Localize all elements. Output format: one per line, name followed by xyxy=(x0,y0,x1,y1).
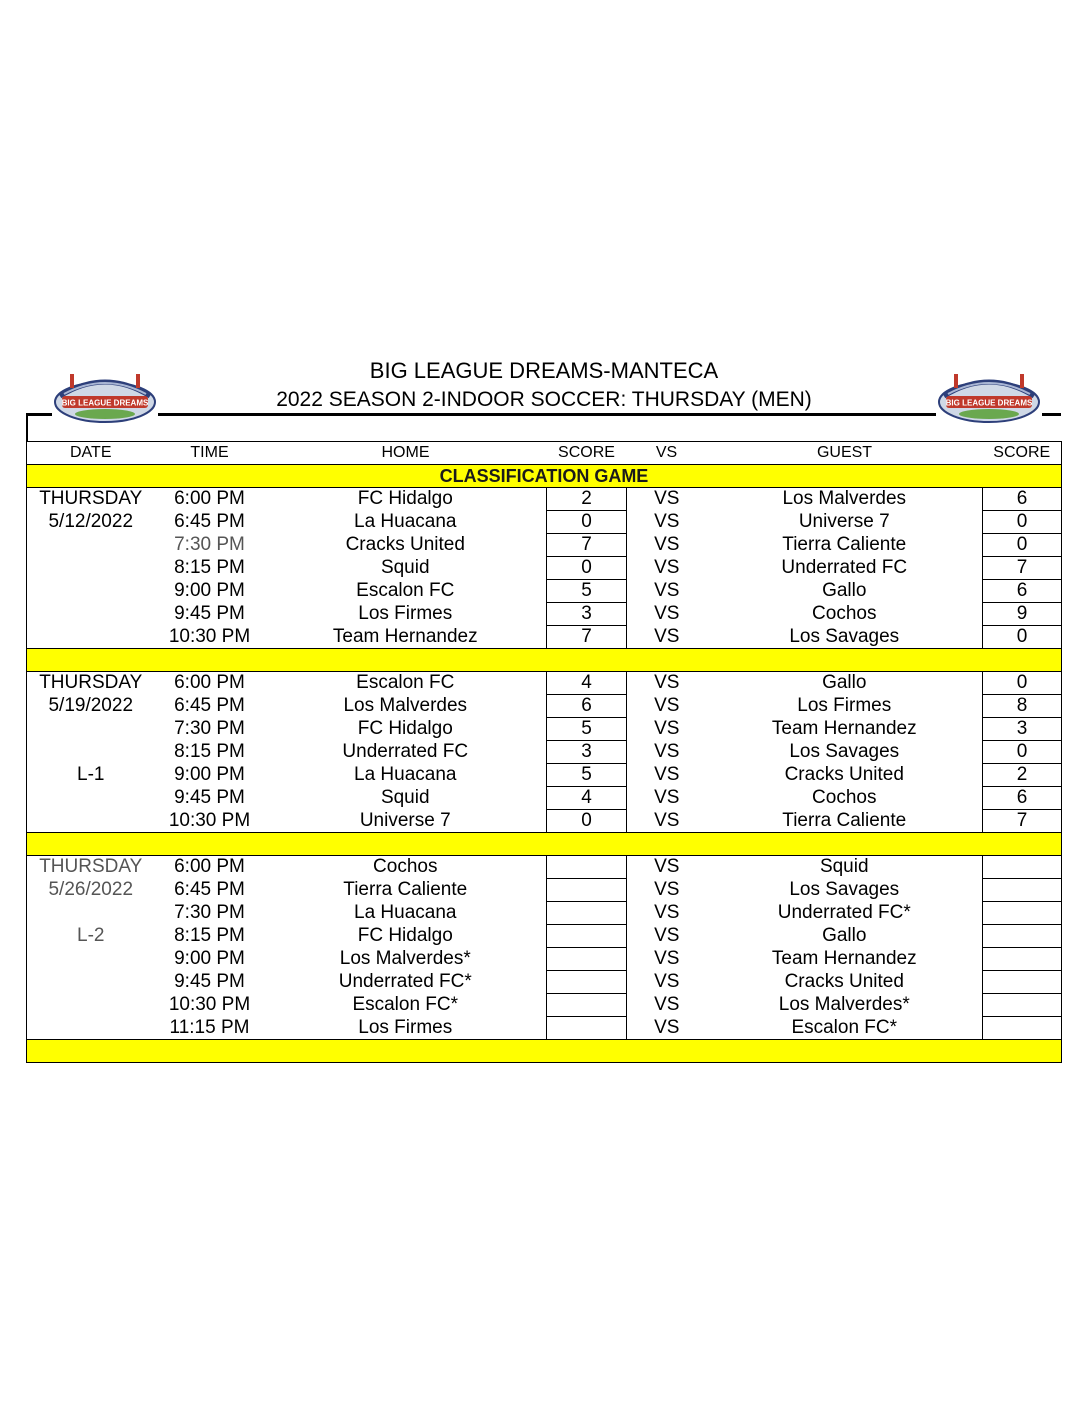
col-vs-header: VS xyxy=(627,442,707,465)
home-score-cell: 3 xyxy=(547,603,627,626)
vs-cell: VS xyxy=(654,603,680,624)
home-team-cell: FC Hidalgo xyxy=(357,925,453,946)
home-score-cell xyxy=(547,971,627,994)
col-date-header: DATE xyxy=(27,442,155,465)
page-title: BIG LEAGUE DREAMS-MANTECA xyxy=(369,358,719,383)
date-cell xyxy=(27,741,155,764)
guest-score-cell: 6 xyxy=(983,488,1062,511)
time-cell: 7:30 PM xyxy=(174,718,245,739)
table-row xyxy=(27,902,1062,925)
guest-score-cell: 7 xyxy=(983,557,1062,580)
divider-line xyxy=(26,413,52,416)
home-team-cell: Cracks United xyxy=(345,534,465,555)
date-cell: THURSDAY xyxy=(39,488,143,510)
table-row xyxy=(27,672,1062,695)
guest-team-cell: Gallo xyxy=(822,580,867,601)
table-row xyxy=(27,603,1062,626)
table-row xyxy=(27,879,1062,902)
home-team-cell: FC Hidalgo xyxy=(357,718,453,739)
vs-cell: VS xyxy=(654,741,680,762)
vs-cell: VS xyxy=(654,948,680,969)
table-row xyxy=(27,764,1062,787)
date-cell xyxy=(27,994,155,1017)
vs-cell: VS xyxy=(654,580,680,601)
guest-team-cell: Squid xyxy=(819,856,869,878)
home-team-cell: Los Malverdes* xyxy=(339,948,471,969)
vs-cell: VS xyxy=(654,534,680,555)
guest-score-cell xyxy=(983,902,1062,925)
guest-score-cell xyxy=(983,1017,1062,1040)
col-time-header: TIME xyxy=(155,442,265,465)
col-home-score-header: SCORE xyxy=(547,442,627,465)
divider-line xyxy=(26,415,28,441)
guest-score-cell xyxy=(983,948,1062,971)
home-score-cell: 6 xyxy=(547,695,627,718)
home-team-cell: FC Hidalgo xyxy=(357,488,453,510)
home-team-cell: Escalon FC xyxy=(356,672,455,694)
guest-score-cell: 6 xyxy=(983,580,1062,603)
home-score-cell: 7 xyxy=(547,534,627,557)
week-separator xyxy=(27,649,1062,672)
divider-line xyxy=(158,413,936,416)
time-cell: 6:45 PM xyxy=(174,695,245,716)
home-team-cell: Underrated FC* xyxy=(338,971,472,992)
schedule-body xyxy=(27,442,1062,1063)
table-row xyxy=(27,787,1062,810)
time-cell: 9:00 PM xyxy=(174,580,245,601)
guest-team-cell: Team Hernandez xyxy=(771,948,917,969)
home-score-cell: 5 xyxy=(547,764,627,787)
time-cell: 9:45 PM xyxy=(174,971,245,992)
date-cell: 5/19/2022 xyxy=(48,695,134,716)
svg-text:BIG LEAGUE DREAMS: BIG LEAGUE DREAMS xyxy=(61,398,149,408)
date-cell: L-1 xyxy=(77,764,105,785)
header-row xyxy=(27,442,1062,465)
table-row xyxy=(27,511,1062,534)
time-cell: 10:30 PM xyxy=(168,809,251,831)
guest-team-cell: Escalon FC* xyxy=(791,1016,898,1038)
home-score-cell xyxy=(547,879,627,902)
table-row xyxy=(27,971,1062,994)
date-cell xyxy=(27,718,155,741)
week-separator xyxy=(27,1040,1062,1063)
home-team-cell: Cochos xyxy=(373,856,438,878)
home-score-cell: 4 xyxy=(547,672,627,695)
table-row xyxy=(27,626,1062,649)
guest-score-cell: 0 xyxy=(983,741,1062,764)
table-row xyxy=(27,695,1062,718)
home-team-cell: Escalon FC xyxy=(356,580,455,601)
vs-cell: VS xyxy=(654,625,680,647)
guest-score-cell: 9 xyxy=(983,603,1062,626)
svg-text:BIG LEAGUE DREAMS: BIG LEAGUE DREAMS xyxy=(945,398,1033,408)
guest-score-cell xyxy=(983,856,1062,879)
home-team-cell: Los Firmes xyxy=(358,1016,453,1038)
guest-team-cell: Tierra Caliente xyxy=(782,534,907,555)
table-row xyxy=(27,856,1062,879)
home-team-cell: Squid xyxy=(380,787,430,808)
home-score-cell xyxy=(547,856,627,879)
guest-score-cell xyxy=(983,925,1062,948)
guest-score-cell: 8 xyxy=(983,695,1062,718)
page-subtitle: 2022 SEASON 2-INDOOR SOCCER: THURSDAY (MEN) xyxy=(276,388,812,411)
guest-score-cell xyxy=(983,994,1062,1017)
home-score-cell: 2 xyxy=(547,488,627,511)
col-guest-score-header: SCORE xyxy=(983,442,1062,465)
vs-cell: VS xyxy=(654,994,680,1015)
home-score-cell xyxy=(547,948,627,971)
week-separator xyxy=(27,833,1062,856)
home-team-cell: La Huacana xyxy=(354,511,457,532)
table-row xyxy=(27,488,1062,511)
week-separator-row xyxy=(27,833,1062,856)
vs-cell: VS xyxy=(654,856,680,878)
date-cell xyxy=(27,971,155,994)
guest-team-cell: Los Malverdes xyxy=(782,488,907,510)
table-row xyxy=(27,1017,1062,1040)
guest-score-cell: 7 xyxy=(983,810,1062,833)
col-guest-header: GUEST xyxy=(707,442,983,465)
week-separator-row xyxy=(27,649,1062,672)
guest-score-cell: 2 xyxy=(983,764,1062,787)
guest-team-cell: Underrated FC* xyxy=(777,902,911,923)
table-row xyxy=(27,741,1062,764)
time-cell: 6:45 PM xyxy=(174,511,245,532)
home-score-cell: 0 xyxy=(547,557,627,580)
classification-banner: CLASSIFICATION GAME xyxy=(27,465,1062,488)
guest-team-cell: Los Firmes xyxy=(797,695,892,716)
table-row xyxy=(27,580,1062,603)
date-cell: L-2 xyxy=(77,925,105,946)
col-home-header: HOME xyxy=(265,442,547,465)
table-row xyxy=(27,557,1062,580)
vs-cell: VS xyxy=(654,511,680,532)
vs-cell: VS xyxy=(654,672,680,694)
date-cell: THURSDAY xyxy=(39,672,143,694)
home-score-cell xyxy=(547,902,627,925)
time-cell: 9:00 PM xyxy=(174,764,245,785)
guest-score-cell xyxy=(983,879,1062,902)
date-cell: THURSDAY xyxy=(39,856,143,878)
date-cell: 5/12/2022 xyxy=(48,511,134,532)
home-score-cell xyxy=(547,994,627,1017)
guest-team-cell: Cracks United xyxy=(784,764,904,785)
date-cell xyxy=(27,1017,155,1040)
vs-cell: VS xyxy=(654,557,680,578)
vs-cell: VS xyxy=(654,787,680,808)
table-row xyxy=(27,948,1062,971)
home-score-cell: 5 xyxy=(547,718,627,741)
vs-cell: VS xyxy=(654,764,680,785)
date-cell xyxy=(27,534,155,557)
guest-team-cell: Team Hernandez xyxy=(771,718,917,739)
classification-banner-row xyxy=(27,465,1062,488)
guest-score-cell: 0 xyxy=(983,672,1062,695)
home-team-cell: La Huacana xyxy=(354,764,457,785)
home-team-cell: Tierra Caliente xyxy=(343,879,468,900)
home-team-cell: Underrated FC xyxy=(342,741,469,762)
date-cell xyxy=(27,580,155,603)
week-separator-row xyxy=(27,1040,1062,1063)
time-cell: 6:00 PM xyxy=(174,488,245,510)
vs-cell: VS xyxy=(654,809,680,831)
home-score-cell: 0 xyxy=(547,511,627,534)
home-team-cell: Los Firmes xyxy=(358,603,453,624)
time-cell: 11:15 PM xyxy=(169,1016,250,1038)
home-score-cell xyxy=(547,925,627,948)
guest-score-cell: 0 xyxy=(983,626,1062,649)
table-row xyxy=(27,534,1062,557)
time-cell: 8:15 PM xyxy=(174,925,245,946)
guest-team-cell: Tierra Caliente xyxy=(782,809,907,831)
home-score-cell: 7 xyxy=(547,626,627,649)
time-cell: 6:45 PM xyxy=(174,879,245,900)
date-cell xyxy=(27,557,155,580)
guest-team-cell: Underrated FC xyxy=(781,557,908,578)
vs-cell: VS xyxy=(654,1016,680,1038)
guest-score-cell: 6 xyxy=(983,787,1062,810)
time-cell: 7:30 PM xyxy=(174,902,245,923)
home-score-cell: 0 xyxy=(547,810,627,833)
divider-line xyxy=(1042,413,1061,416)
home-score-cell: 4 xyxy=(547,787,627,810)
table-row xyxy=(27,718,1062,741)
schedule-table xyxy=(26,441,1062,1063)
home-team-cell: Squid xyxy=(380,557,430,578)
home-score-cell: 3 xyxy=(547,741,627,764)
time-cell: 9:45 PM xyxy=(174,787,245,808)
guest-team-cell: Los Malverdes* xyxy=(778,994,910,1015)
date-cell xyxy=(27,787,155,810)
date-cell xyxy=(27,902,155,925)
guest-score-cell: 0 xyxy=(983,511,1062,534)
time-cell: 10:30 PM xyxy=(168,625,251,647)
guest-team-cell: Cochos xyxy=(812,603,877,624)
vs-cell: VS xyxy=(654,925,680,946)
guest-team-cell: Los Savages xyxy=(789,625,900,647)
home-team-cell: Escalon FC* xyxy=(352,994,459,1015)
time-cell: 7:30 PM xyxy=(174,534,245,555)
home-team-cell: La Huacana xyxy=(354,902,457,923)
time-cell: 6:00 PM xyxy=(174,856,245,878)
home-team-cell: Universe 7 xyxy=(359,809,451,831)
time-cell: 8:15 PM xyxy=(174,741,245,762)
date-cell xyxy=(27,810,155,833)
time-cell: 10:30 PM xyxy=(168,994,251,1015)
vs-cell: VS xyxy=(654,718,680,739)
home-team-cell: Team Hernandez xyxy=(332,625,478,647)
guest-score-cell: 0 xyxy=(983,534,1062,557)
guest-team-cell: Gallo xyxy=(822,672,867,694)
guest-team-cell: Los Savages xyxy=(789,741,900,762)
guest-team-cell: Universe 7 xyxy=(798,511,890,532)
home-score-cell xyxy=(547,1017,627,1040)
home-team-cell: Los Malverdes xyxy=(343,695,468,716)
time-cell: 9:45 PM xyxy=(174,603,245,624)
vs-cell: VS xyxy=(654,902,680,923)
date-cell xyxy=(27,948,155,971)
guest-team-cell: Cracks United xyxy=(784,971,904,992)
vs-cell: VS xyxy=(654,879,680,900)
date-cell: 5/26/2022 xyxy=(48,879,134,900)
vs-cell: VS xyxy=(654,488,680,510)
guest-team-cell: Los Savages xyxy=(789,879,900,900)
time-cell: 8:15 PM xyxy=(174,557,245,578)
table-row xyxy=(27,810,1062,833)
table-row xyxy=(27,994,1062,1017)
time-cell: 6:00 PM xyxy=(174,672,245,694)
guest-score-cell: 3 xyxy=(983,718,1062,741)
guest-team-cell: Cochos xyxy=(812,787,877,808)
date-cell xyxy=(27,603,155,626)
guest-score-cell xyxy=(983,971,1062,994)
guest-team-cell: Gallo xyxy=(822,925,867,946)
date-cell xyxy=(27,626,155,649)
home-score-cell: 5 xyxy=(547,580,627,603)
time-cell: 9:00 PM xyxy=(174,948,245,969)
vs-cell: VS xyxy=(654,695,680,716)
vs-cell: VS xyxy=(654,971,680,992)
table-row xyxy=(27,925,1062,948)
